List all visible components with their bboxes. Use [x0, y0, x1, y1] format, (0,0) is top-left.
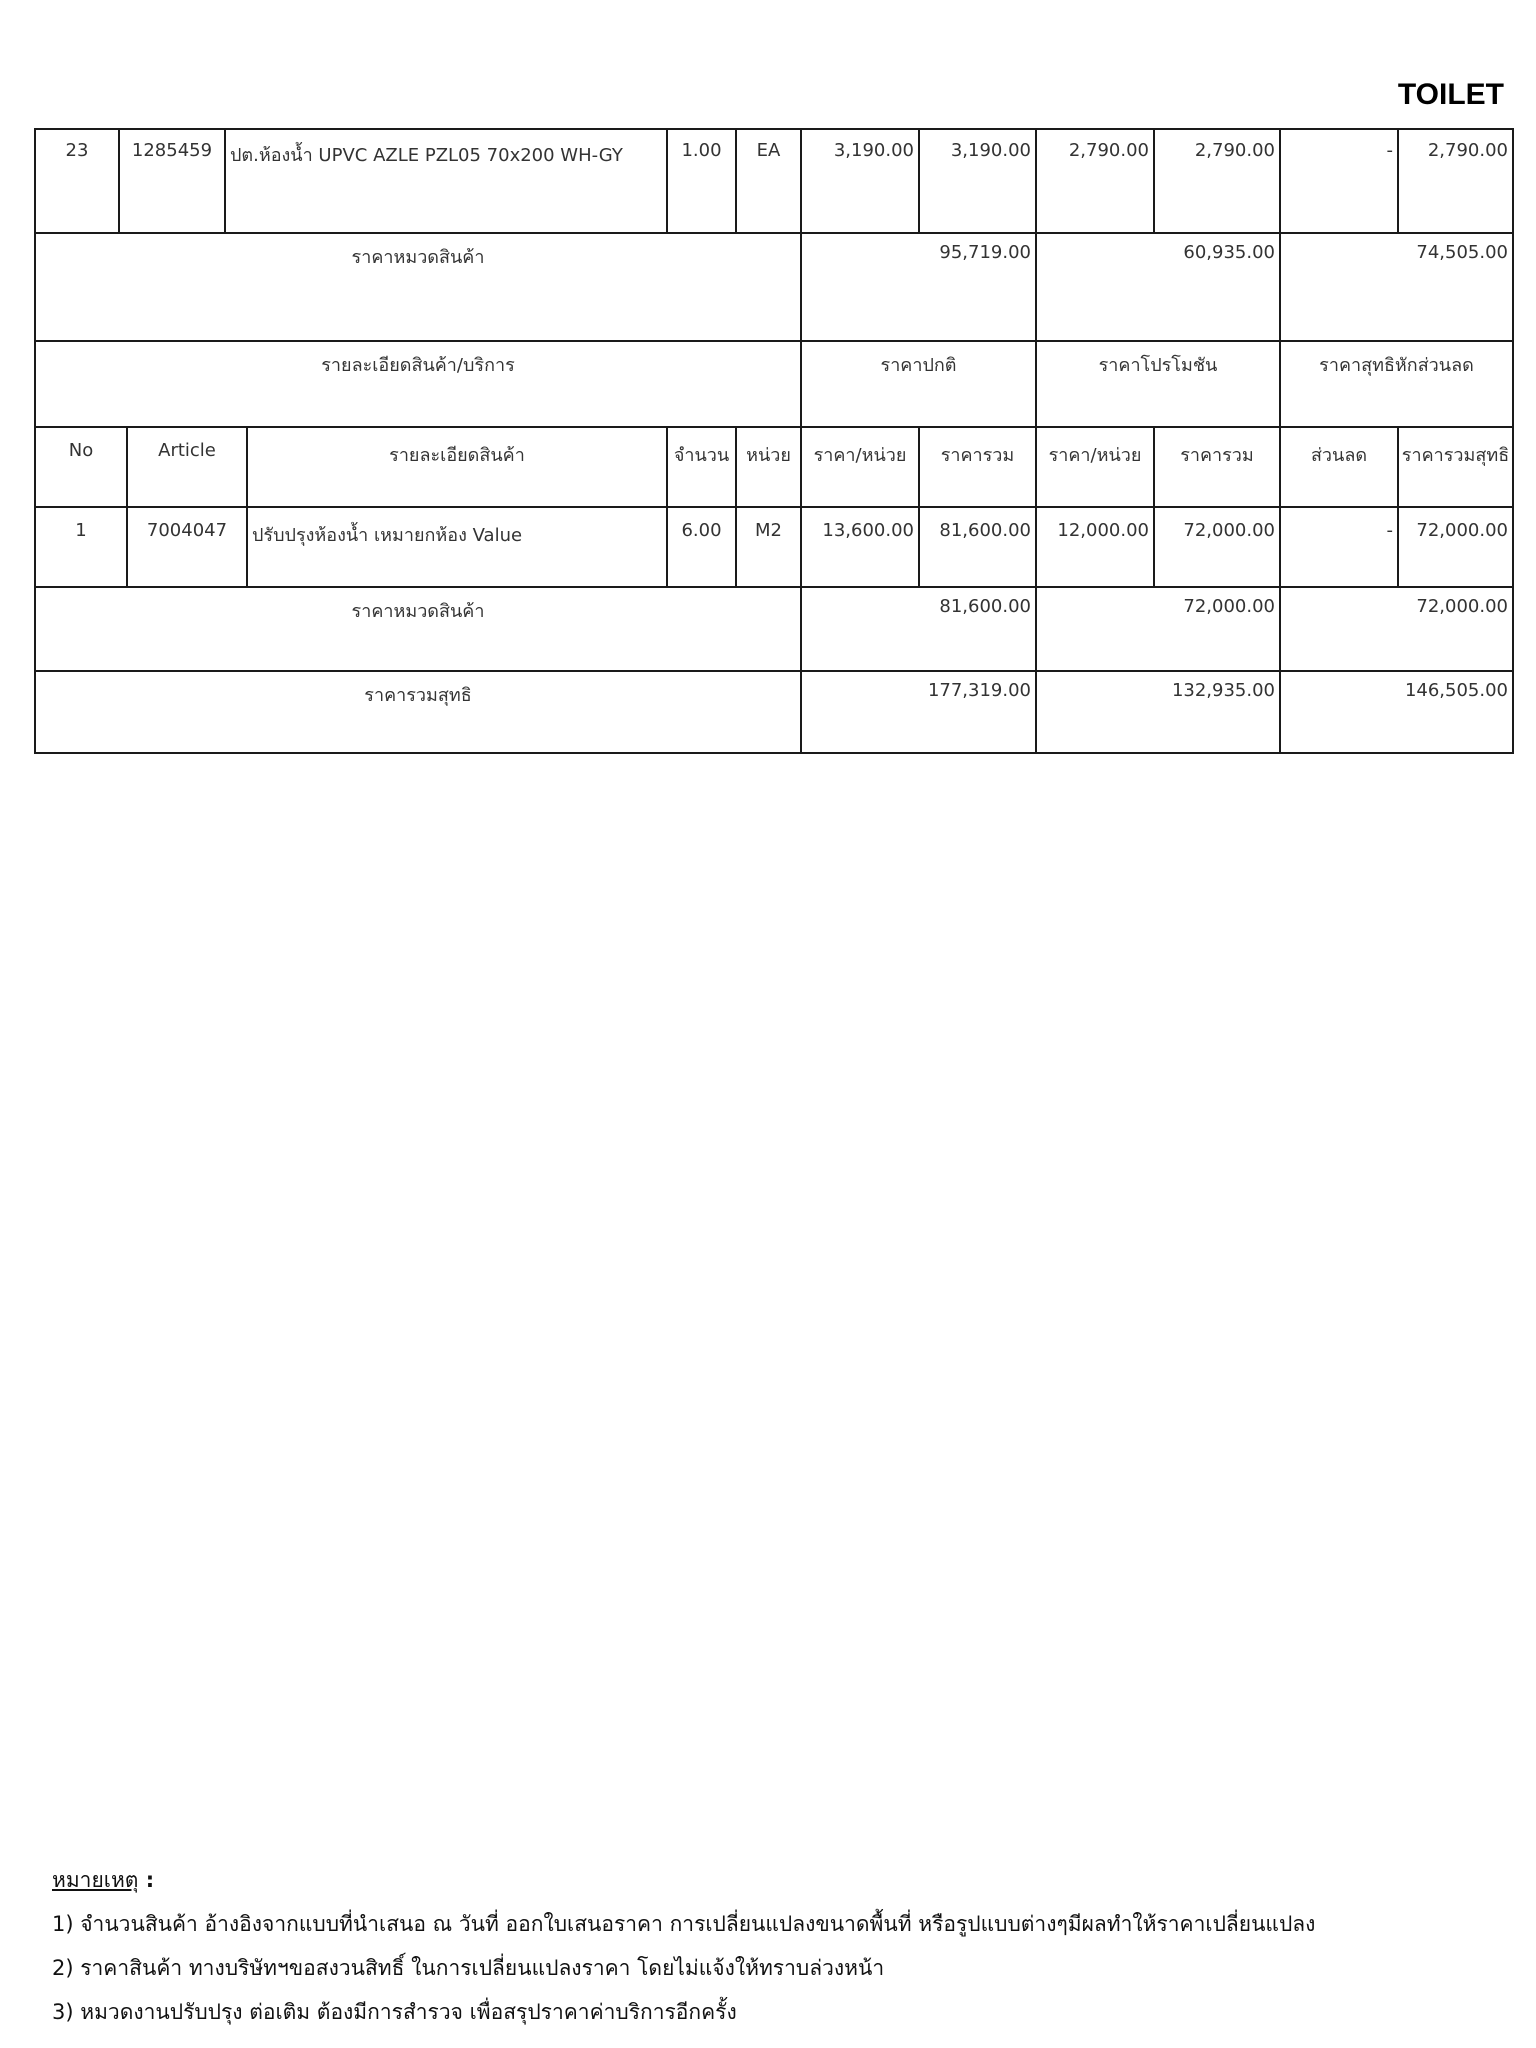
category-total-net: 72,000.00 — [1416, 596, 1508, 617]
item-qty: 1.00 — [681, 140, 722, 161]
notes-section — [52, 1858, 1492, 2034]
col-header-unit: หน่วย — [746, 445, 791, 466]
service-net-total: 72,000.00 — [1416, 520, 1508, 541]
section-header-net-price: ราคาสุทธิหักส่วนลด — [1319, 355, 1474, 376]
col-header-discount: ส่วนลด — [1310, 445, 1368, 466]
item-no: 23 — [65, 140, 89, 161]
notes-heading: หมายเหตุ — [52, 1868, 139, 1892]
service-article: 7004047 — [146, 520, 228, 541]
col-header-total: ราคารวม — [940, 445, 1015, 466]
section-header-promo-price: ราคาโปรโมชัน — [1098, 355, 1218, 376]
notes-colon: : — [138, 1868, 155, 1892]
item-article: 1285459 — [131, 140, 213, 161]
col-header-article: Article — [158, 440, 216, 461]
col-header-net-total: ราคารวมสุทธิ — [1401, 445, 1510, 466]
category-total-normal: 81,600.00 — [939, 596, 1031, 617]
item-unit: EA — [756, 140, 781, 161]
category-total-label: ราคาหมวดสินค้า — [351, 247, 485, 268]
item-net-total: 2,790.00 — [1427, 140, 1508, 161]
note-item: 1) จำนวนสินค้า อ้างอิงจากแบบที่นำเสนอ ณ วันที่ ออกใบเสนอราคา การเปลี่ยนแปลงขนาดพื้นที่ หรือรูปแบบต่างๆมีผลทำให้ราคาเปลี่ยนแปลง — [52, 1912, 1316, 1936]
service-no: 1 — [75, 520, 87, 541]
table-border-right — [1512, 128, 1514, 754]
service-unit-price: 13,600.00 — [822, 520, 914, 541]
grand-total-label: ราคารวมสุทธิ — [364, 685, 472, 706]
service-discount: - — [1386, 520, 1393, 541]
category-total-promo: 72,000.00 — [1183, 596, 1275, 617]
section-header-details: รายละเอียดสินค้า/บริการ — [321, 355, 515, 376]
col-header-description: รายละเอียดสินค้า — [389, 445, 525, 466]
item-promo-unit-price: 2,790.00 — [1068, 140, 1149, 161]
section-header-normal-price: ราคาปกติ — [880, 355, 957, 376]
notes-heading-line — [52, 1858, 1492, 1902]
item-total: 3,190.00 — [950, 140, 1031, 161]
category-total-label: ราคาหมวดสินค้า — [351, 601, 485, 622]
row-divider — [34, 426, 1514, 428]
table-border-bottom — [34, 752, 1514, 754]
page-title: TOILET — [1397, 78, 1504, 111]
col-header-promo-unit-price: ราคา/หน่วย — [1048, 445, 1142, 466]
grand-total-promo: 132,935.00 — [1171, 680, 1275, 701]
table-border-top — [34, 128, 1514, 130]
category-total-net: 74,505.00 — [1416, 242, 1508, 263]
service-promo-total: 72,000.00 — [1183, 520, 1275, 541]
service-unit: M2 — [755, 520, 782, 541]
col-header-unit-price: ราคา/หน่วย — [813, 445, 907, 466]
category-total-normal: 95,719.00 — [939, 242, 1031, 263]
grand-total-normal: 177,319.00 — [927, 680, 1031, 701]
cropped-header-fragment — [72, 118, 412, 128]
item-promo-total: 2,790.00 — [1194, 140, 1275, 161]
note-item: 2) ราคาสินค้า ทางบริษัทฯขอสงวนสิทธิ์ ในการเปลี่ยนแปลงราคา โดยไม่แจ้งให้ทราบล่วงหน้า — [52, 1956, 885, 1980]
item-description: ปต.ห้องน้ำ UPVC AZLE PZL05 70x200 WH-GY — [230, 145, 623, 166]
row-divider — [34, 340, 1514, 342]
col-header-qty: จำนวน — [673, 445, 730, 466]
item-discount: - — [1386, 140, 1393, 161]
quotation-table — [34, 128, 1514, 752]
note-item: 3) หมวดงานปรับปรุง ต่อเติม ต้องมีการสำรวจ เพื่อสรุปราคาค่าบริการอีกครั้ง — [52, 2000, 737, 2024]
col-header-promo-total: ราคารวม — [1180, 445, 1254, 466]
grand-total-net: 146,505.00 — [1404, 680, 1508, 701]
row-divider — [34, 670, 1514, 672]
item-unit-price: 3,190.00 — [833, 140, 914, 161]
col-header-no: No — [68, 440, 94, 461]
service-description: ปรับปรุงห้องน้ำ เหมายกห้อง Value — [252, 525, 523, 546]
service-promo-unit-price: 12,000.00 — [1057, 520, 1149, 541]
row-divider — [34, 506, 1514, 508]
service-qty: 6.00 — [681, 520, 722, 541]
row-divider — [34, 232, 1514, 234]
category-total-promo: 60,935.00 — [1183, 242, 1275, 263]
service-total: 81,600.00 — [939, 520, 1031, 541]
row-divider — [34, 586, 1514, 588]
